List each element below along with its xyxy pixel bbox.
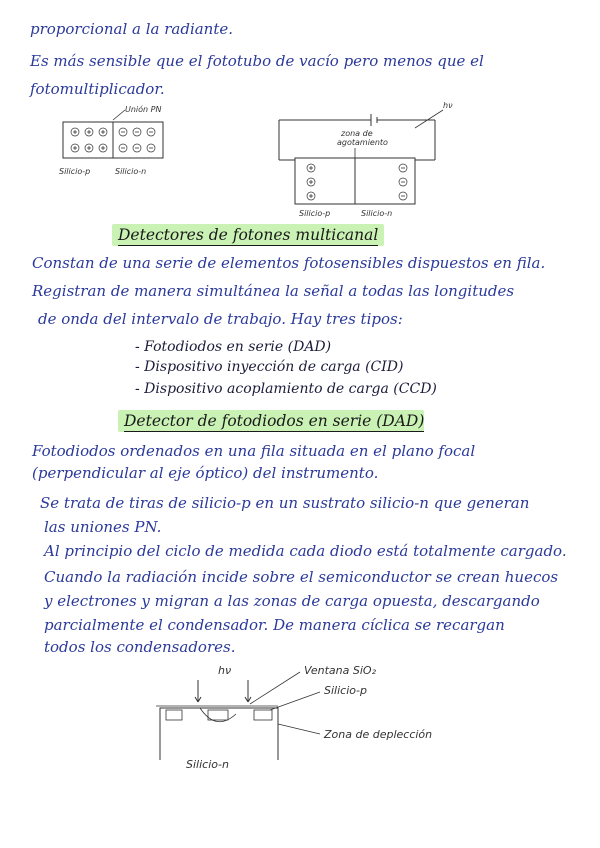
d2-hv-label: hν xyxy=(443,101,453,110)
d2-zone-label-2: agotamiento xyxy=(337,138,388,147)
section2-line-9: todos los condensadores. xyxy=(44,638,236,656)
d3-p-label: Silicio-p xyxy=(324,684,367,697)
intro-line-3: fotomultiplicador. xyxy=(30,80,165,98)
section1-line-1: Constan de una serie de elementos fotosensibles dispuestos en fila. xyxy=(32,254,546,272)
d3-hv-label: hν xyxy=(218,664,232,677)
section1-line-2: Registran de manera simultánea la señal a todas las longitudes xyxy=(32,282,515,300)
bullet-3: - Dispositivo acoplamiento de carga (CCD) xyxy=(135,381,437,397)
section2-line-6: Cuando la radiación incide sobre el semiconductor se crean huecos xyxy=(44,568,559,586)
union-pn-label: Unión PN xyxy=(125,105,162,114)
intro-line-2: Es más sensible que el fototubo de vacío pero menos que el xyxy=(30,52,484,70)
section2-line-3: Se trata de tiras de silicio-p en un sustrato silicio-n que generan xyxy=(40,494,530,512)
pn-junction-diagram xyxy=(55,104,185,184)
section1-line-3: de onda del intervalo de trabajo. Hay tres tipos: xyxy=(38,310,403,328)
section2-line-4: las uniones PN. xyxy=(44,518,162,536)
d3-depletion-label: Zona de deplección xyxy=(324,728,433,741)
section2-line-8: parcialmente el condensador. De manera cíclica se recargan xyxy=(44,616,505,634)
section2-line-7: y electrones y migran a las zonas de carga opuesta, descargando xyxy=(44,592,540,610)
d3-n-label: Silicio-n xyxy=(186,758,229,771)
d3-window-label: Ventana SiO₂ xyxy=(304,664,376,677)
section1-heading: Detectores de fotones multicanal xyxy=(118,226,379,244)
d1-silicio-n-label: Silicio-n xyxy=(115,167,147,176)
intro-line-1: proporcional a la radiante. xyxy=(30,20,234,38)
section2-line-5: Al principio del ciclo de medida cada diodo está totalmente cargado. xyxy=(44,542,567,560)
section2-heading: Detector de fotodiodos en serie (DAD) xyxy=(124,412,425,430)
d2-zone-label-1: zona de xyxy=(341,129,373,138)
biased-photodiode-diagram xyxy=(275,98,455,222)
section2-line-2: (perpendicular al eje óptico) del instrumento. xyxy=(32,464,379,482)
bullet-2: - Dispositivo inyección de carga (CID) xyxy=(135,359,404,375)
bullet-1: - Fotodiodos en serie (DAD) xyxy=(135,339,332,355)
d2-silicio-p-label: Silicio-p xyxy=(299,209,331,218)
section2-line-1: Fotodiodos ordenados en una fila situada en el plano focal xyxy=(32,442,476,460)
dad-cross-section-diagram xyxy=(150,652,490,776)
d1-silicio-p-label: Silicio-p xyxy=(59,167,91,176)
d2-silicio-n-label: Silicio-n xyxy=(361,209,393,218)
